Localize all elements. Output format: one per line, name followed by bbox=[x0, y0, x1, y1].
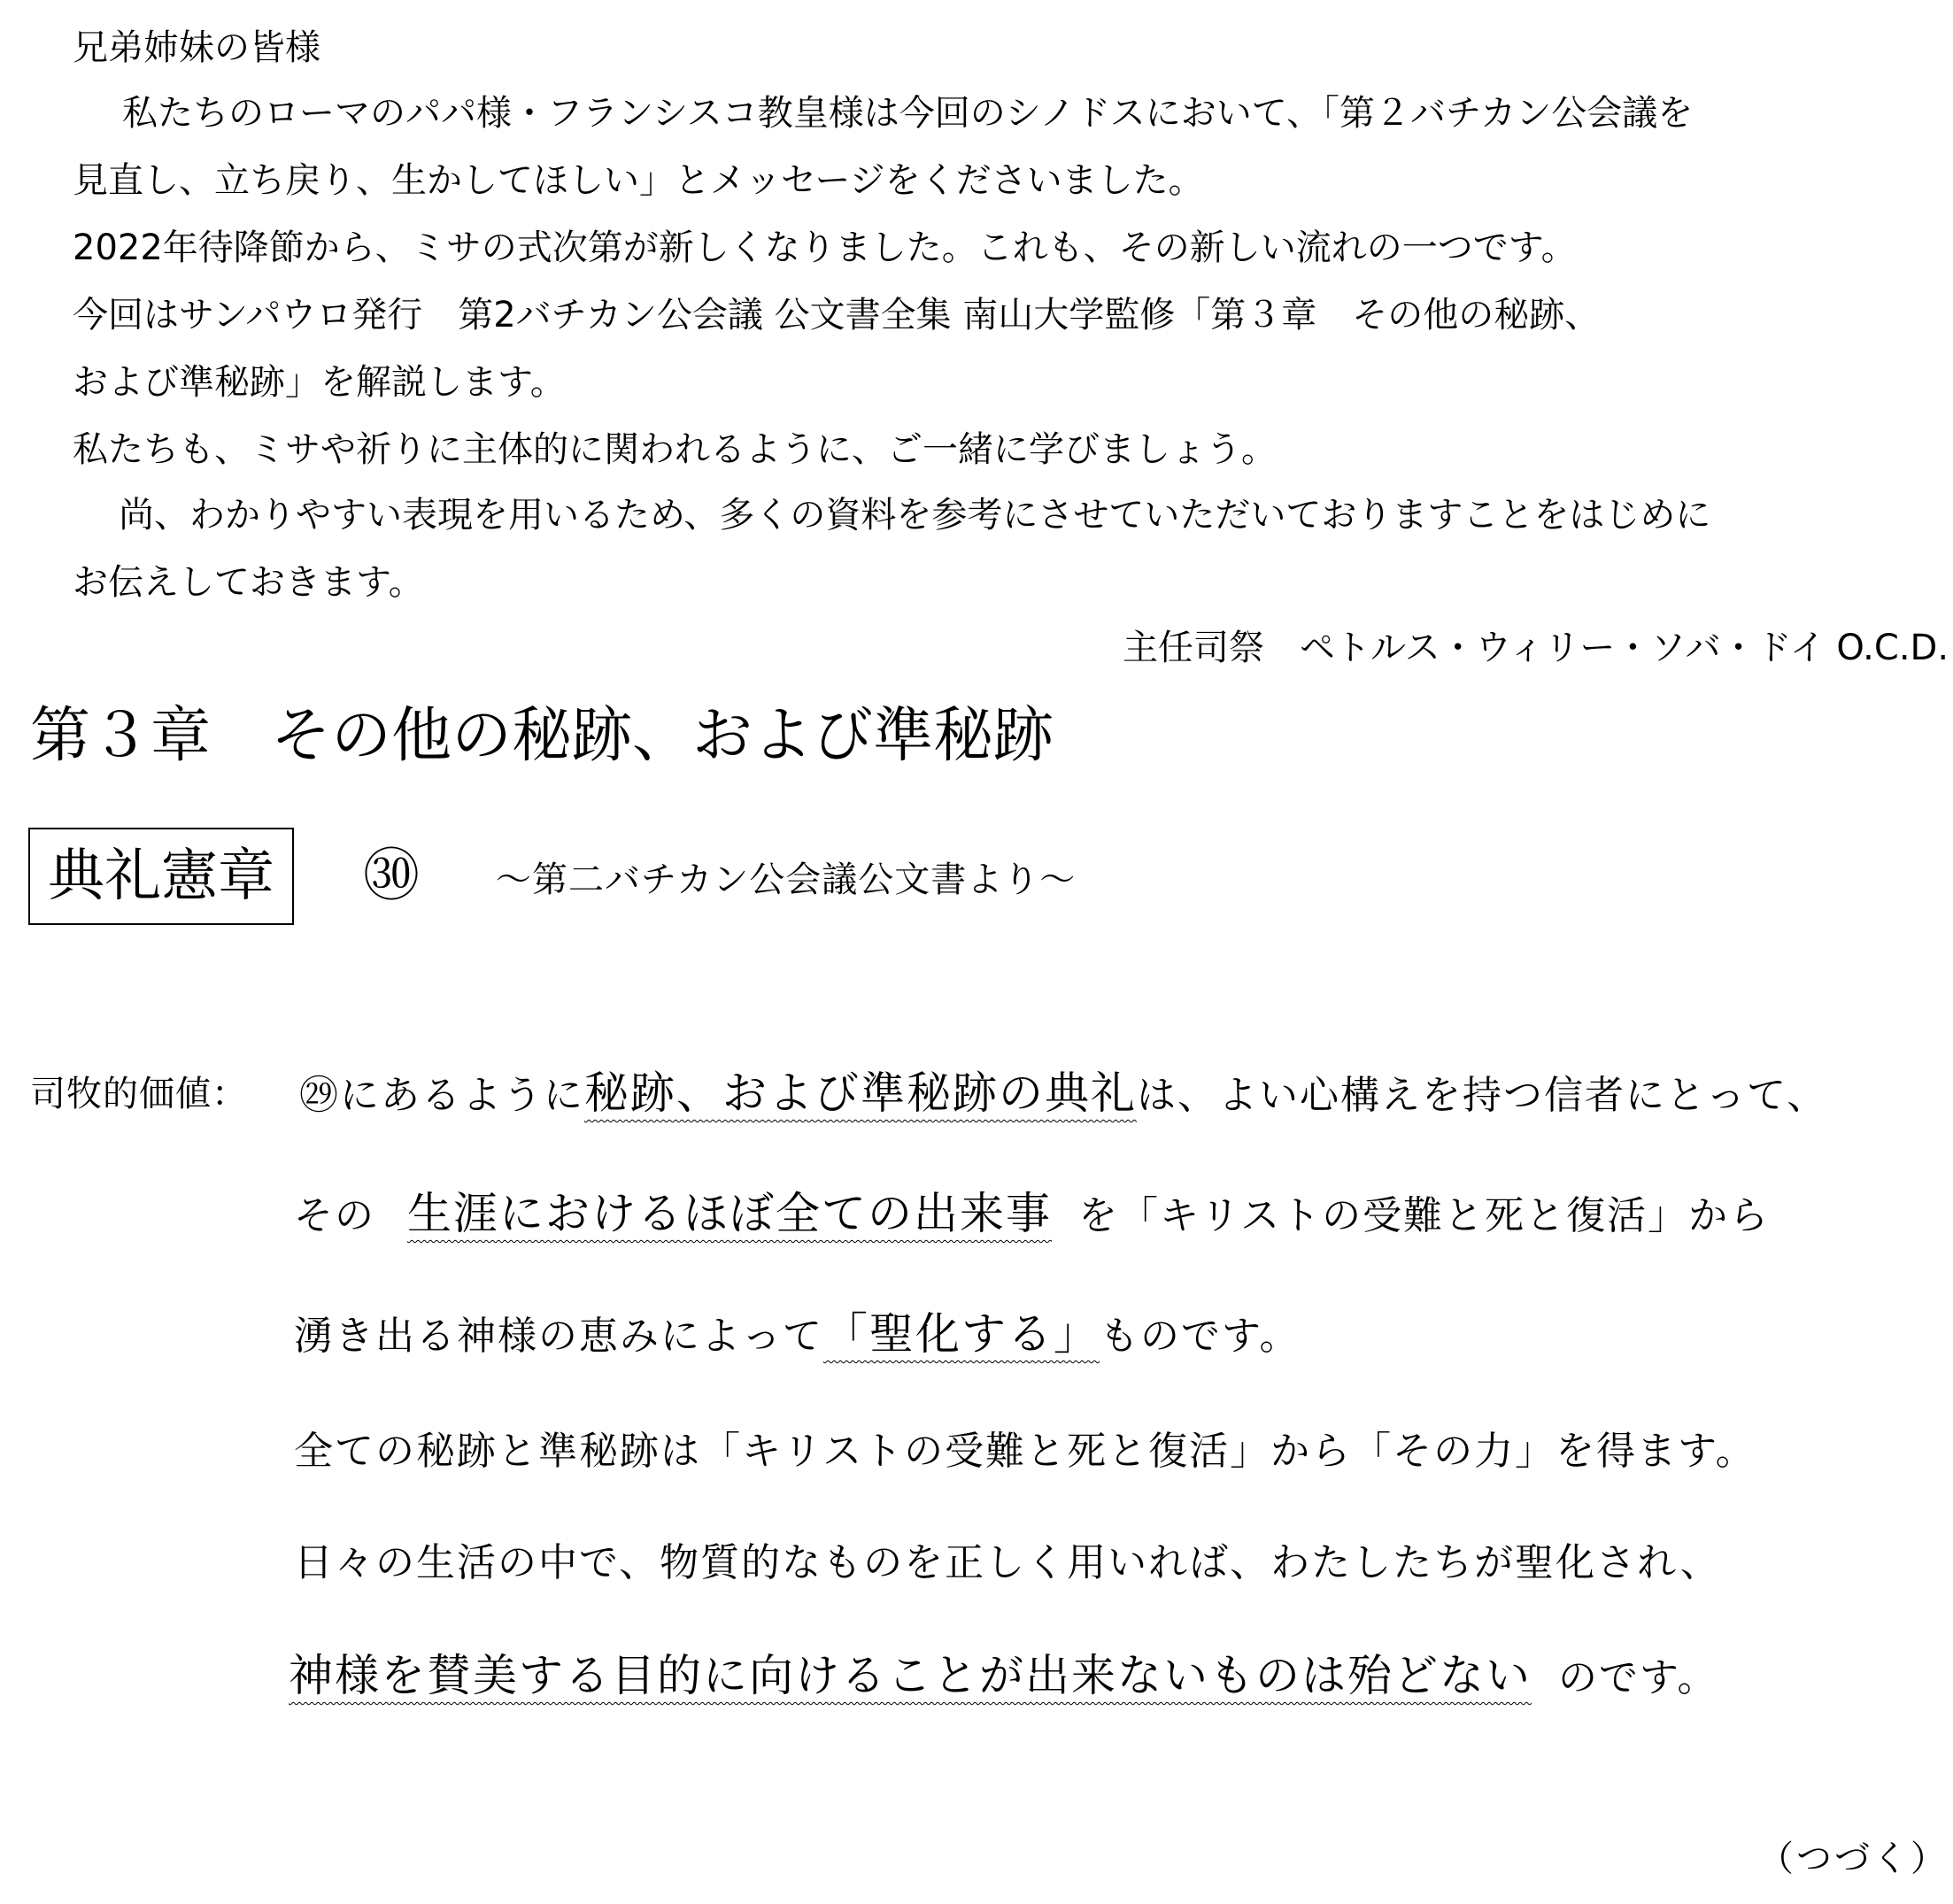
body-line-4: 全ての秘跡と準秘跡は「キリストの受難と死と復活」から「その力」を得ます。 bbox=[294, 1429, 1756, 1474]
chapter-title: 第３章 その他の秘跡、および準秘跡 bbox=[30, 701, 1054, 771]
intro-paragraph-3-line-1: 今回はサンパウロ発行 第2バチカン公会議 公文書全集 南山大学監修「第３章 その他の秘跡、 bbox=[73, 295, 1601, 335]
body-line-5: 日々の生活の中で、物質的なものを正しく用いれば、わたしたちが聖化され、 bbox=[294, 1540, 1721, 1585]
body-line-2-emphasis: 生涯におけるほぼ全ての出来事 bbox=[407, 1188, 1052, 1239]
body-line-2 bbox=[294, 1188, 1771, 1239]
body-line-3 bbox=[294, 1308, 1301, 1360]
body-line-1-emphasis: 秘跡、および準秘跡の典礼 bbox=[584, 1068, 1137, 1119]
intro-paragraph-1-line-1: 私たちのローマのパパ様・フランシスコ教皇様は今回のシノドスにおいて、「第２バチカン公会議を bbox=[122, 93, 1694, 134]
intro-paragraph-1-line-2: 見直し、立ち戻り、生かしてほしい」とメッセージをくださいました。 bbox=[73, 160, 1204, 201]
body-line-2-suffix: を「キリストの受難と死と復活」から bbox=[1078, 1193, 1771, 1238]
body-line-1-prefix: ㉙にあるように bbox=[299, 1073, 584, 1118]
body-line-2-prefix: その bbox=[294, 1193, 375, 1238]
intro-paragraph-4: 私たちも、ミサや祈りに主体的に関われるように、ご一緒に学びましょう。 bbox=[73, 429, 1277, 470]
signature: 主任司祭 ペトルス・ウィリー・ソバ・ドイ O.C.D. bbox=[1123, 628, 1949, 668]
body-line-6-emphasis: 神様を賛美する目的に向けることが出来ないものは殆どない bbox=[289, 1650, 1532, 1701]
pastoral-value-label: 司牧的価値： bbox=[30, 1074, 248, 1114]
intro-paragraph-5-line-2: お伝えしておきます。 bbox=[73, 562, 424, 603]
body-line-3-emphasis: 「聖化する」 bbox=[823, 1308, 1100, 1360]
body-line-6-suffix: のです。 bbox=[1558, 1655, 1718, 1700]
body-line-3-prefix: 湧き出る神様の恵みによって bbox=[294, 1314, 823, 1359]
intro-paragraph-5-line-1: 尚、わかりやすい表現を用いるため、多くの資料を参考にさせていただいておりますことをはじめに bbox=[119, 495, 1711, 536]
badge-label: 典礼憲章 bbox=[48, 844, 274, 909]
intro-paragraph-2: 2022年待降節から、ミサの式次第が新しくなりました。これも、その新しい流れの一つです。 bbox=[73, 227, 1577, 268]
section-badge bbox=[28, 828, 294, 925]
section-number: ㉚ bbox=[363, 844, 420, 909]
section-subtitle: ～第二バチカン公会議公文書より～ bbox=[496, 859, 1077, 900]
greeting: 兄弟姉妹の皆様 bbox=[73, 27, 320, 68]
body-line-1-suffix: は、よい心構えを持つ信者にとって、 bbox=[1137, 1073, 1828, 1118]
body-line-3-suffix: ものです。 bbox=[1100, 1314, 1301, 1359]
body-line-6 bbox=[289, 1650, 1718, 1701]
body-line-1 bbox=[299, 1068, 1828, 1119]
intro-paragraph-3-line-2: および準秘跡」を解説します。 bbox=[73, 362, 566, 403]
continued-marker: （つづく） bbox=[1758, 1838, 1949, 1879]
